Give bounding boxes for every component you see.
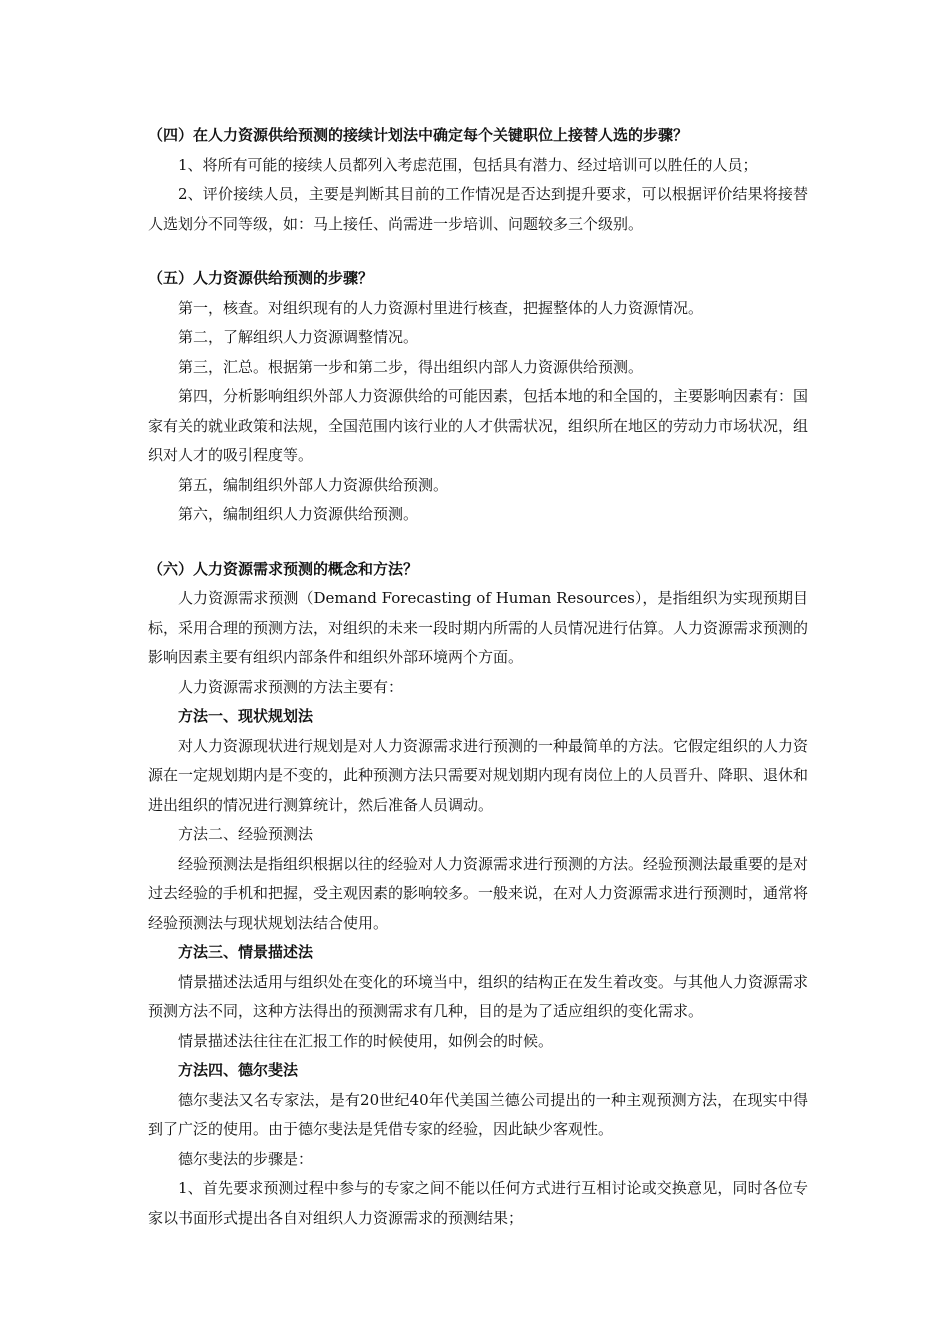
- paragraph: 第二，了解组织人力资源调整情况。: [178, 328, 419, 346]
- paragraph: 第三，汇总。根据第一步和第二步，得出组织内部人力资源供给预测。: [178, 357, 644, 376]
- paragraph: 德尔斐法又名专家法，是有20世纪40年代美国兰德公司提出的一种主观预测方法，在现实中得到了广泛的使用。由于德尔斐法是凭借专家的经验，因此缺少客观性。: [148, 1090, 808, 1138]
- section-heading-5: （五）人力资源供给预测的步骤？: [148, 269, 374, 287]
- paragraph: 经验预测法是指组织根据以往的经验对人力资源需求进行预测的方法。经验预测法最重要的是对过去经验的手机和把握，受主观因素的影响较多。一般来说，在对人力资源需求进行预测时，通常将经验预测法与现状规划法结合使用。: [148, 854, 809, 932]
- paragraph: 人力资源需求预测（Demand Forecasting of Human Resources），是指组织为实现预期目标，采用合理的预测方法，对组织的未来一段时期内所需的人员情况进行估算。人力资源需求预测的影响因素主要有组织内部条件和组织外部环境两个方面。: [148, 589, 809, 666]
- paragraph: 第五，编制组织外部人力资源供给预测。: [178, 475, 449, 494]
- paragraph: 德尔斐法的步骤是：: [178, 1149, 314, 1168]
- paragraph: 1、将所有可能的接续人员都列入考虑范围，包括具有潜力、经过培训可以胜任的人员；: [178, 155, 758, 174]
- method-heading-4: 方法四、德尔斐法: [178, 1061, 299, 1079]
- method-heading-2: 方法二、经验预测法: [178, 825, 314, 843]
- spacer: [148, 530, 808, 555]
- spacer: [148, 239, 808, 264]
- paragraph: 第六，编制组织人力资源供给预测。: [178, 505, 419, 523]
- method-heading-1: 方法一、现状规划法: [178, 707, 314, 725]
- paragraph: 人力资源需求预测的方法主要有：: [178, 677, 404, 696]
- paragraph: 情景描述法往往在汇报工作的时候使用，如例会的时候。: [178, 1031, 554, 1050]
- paragraph: 1、首先要求预测过程中参与的专家之间不能以任何方式进行互相讨论或交换意见，同时各位专家以书面形式提出各自对组织人力资源需求的预测结果；: [148, 1179, 808, 1227]
- paragraph: 对人力资源现状进行规划是对人力资源需求进行预测的一种最简单的方法。它假定组织的人力资源在一定规划期内是不变的，此种预测方法只需要对规划期内现有岗位上的人员晋升、降职、退休和进出组织的情况进行测算统计，然后准备人员调动。: [148, 736, 809, 814]
- method-heading-3: 方法三、情景描述法: [178, 943, 314, 961]
- document-body: [148, 121, 808, 1233]
- paragraph: 第一，核查。对组织现有的人力资源村里进行核查，把握整体的人力资源情况。: [178, 298, 704, 317]
- paragraph: 情景描述法适用与组织处在变化的环境当中，组织的结构正在发生着改变。与其他人力资源需求预测方法不同，这种方法得出的预测需求有几种，目的是为了适应组织的变化需求。: [148, 972, 809, 1020]
- paragraph: 2、评价接续人员，主要是判断其目前的工作情况是否达到提升要求，可以根据评价结果将接替人选划分不同等级，如：马上接任、尚需进一步培训、问题较多三个级别。: [148, 185, 808, 233]
- paragraph: 第四，分析影响组织外部人力资源供给的可能因素，包括本地的和全国的，主要影响因素有：国家有关的就业政策和法规，全国范围内该行业的人才供需状况，组织所在地区的劳动力市场状况，组织对人才的吸引程度等。: [148, 387, 809, 464]
- section-heading-6: （六）人力资源需求预测的概念和方法？: [148, 559, 419, 578]
- section-heading-4: （四）在人力资源供给预测的接续计划法中确定每个关键职位上接替人选的步骤？: [148, 126, 689, 144]
